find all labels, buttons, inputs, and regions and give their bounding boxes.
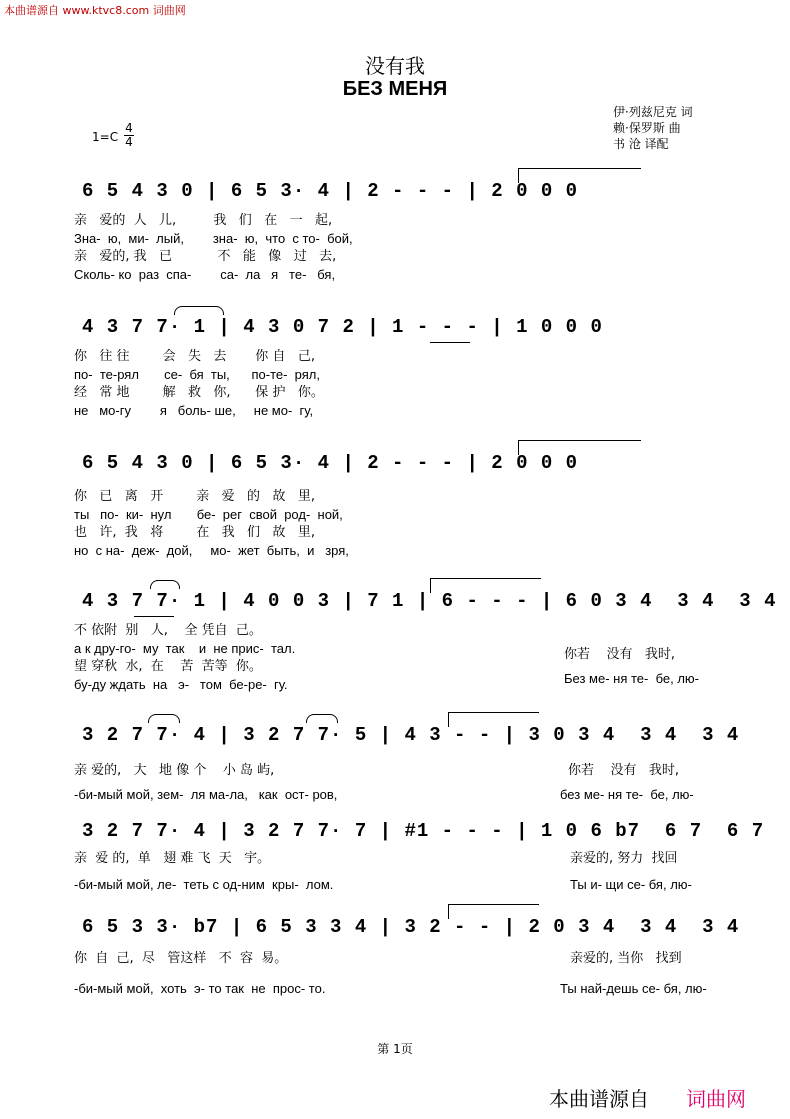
- watermark: 本曲谱源自 www.ktvc8.com 词曲网: [4, 4, 186, 17]
- title-russian: БЕЗ МЕНЯ: [342, 78, 448, 100]
- underline-beam: [134, 616, 174, 617]
- volta-bracket: [430, 578, 541, 593]
- lyric-row-3-verse-1: 你 已 离 开 亲 爱 的 故 里,: [74, 489, 315, 504]
- staff-row-1: [70, 176, 750, 286]
- footer-site-label[interactable]: 词曲网: [686, 1087, 746, 1111]
- time-sig-bottom: 4: [125, 135, 133, 149]
- volta-bracket: [448, 712, 539, 727]
- notation-row-5: 3 2 7 7· 4 | 3 2 7 7· 5 | 4 3 - - | 3 0 3 4 3 4 3 4: [82, 724, 740, 746]
- lyric-row-5-verse-1: 亲 爱的, 大 地 像 个 小 岛 屿,: [74, 763, 275, 778]
- lyric-row-1-verse-3: 亲 爱的, 我 已 不 能 像 过 去,: [74, 249, 337, 264]
- tie-slur: [150, 580, 180, 589]
- page-number: 第 1页: [377, 1042, 413, 1056]
- lyric-row-4-right-cn: 你若 没有 我时,: [564, 647, 676, 662]
- tie-slur: [174, 306, 224, 315]
- lyric-row-5-right-ru: без ме- ня те- бе, лю-: [560, 787, 694, 802]
- lyric-row-7-verse-2: -би-мый мой, хоть э- то так не прос- то.: [74, 981, 326, 996]
- lyric-row-3-verse-2: ты по- ки- нул бе- рег свой род- ной,: [74, 507, 343, 522]
- lyric-row-2-verse-4: не мо-гу я боль- ше, не мо- гу,: [74, 403, 314, 418]
- time-signature: [124, 122, 134, 149]
- tie-slur: [306, 714, 338, 723]
- staff-row-3: [70, 448, 750, 558]
- staff-row-2: [70, 312, 750, 422]
- lyric-row-6-verse-1: 亲 爱 的, 单 翅 难 飞 天 宇。: [74, 851, 271, 866]
- notation-row-3: 6 5 4 3 0 | 6 5 3· 4 | 2 - - - | 2 0 0 0: [82, 452, 579, 474]
- lyric-row-5-right-cn: 你若 没有 我时,: [568, 763, 680, 778]
- lyric-row-7-verse-1: 你 自 己, 尽 管这样 不 容 易。: [74, 951, 288, 966]
- lyric-row-4-verse-1: 不 依附 别 人, 全 凭自 己。: [74, 623, 262, 638]
- key-signature: 1=C: [92, 130, 119, 144]
- lyric-row-3-verse-3: 也 许, 我 将 在 我 们 故 里,: [74, 525, 315, 540]
- lyric-row-3-verse-4: но с на- деж- дой, мо- жет быть, и зря,: [74, 543, 349, 558]
- notation-row-4: 4 3 7 7· 1 | 4 0 0 3 | 7 1 | 6 - - - | 6 0 3 4 3 4 3 4: [82, 590, 777, 612]
- footer-source-label: 本曲谱源自: [549, 1087, 649, 1111]
- lyric-row-1-verse-2: Зна- ю, ми- лый, зна- ю, что с то- бой,: [74, 231, 353, 246]
- time-sig-top: 4: [125, 121, 133, 135]
- lyric-row-2-verse-2: по- те-рял се- бя ты, по-те- рял,: [74, 367, 320, 382]
- lyric-row-6-right-ru: Ты и- щи се- бя, лю-: [570, 877, 692, 892]
- volta-bracket: [518, 440, 641, 455]
- lyric-row-4-right-ru: Без ме- ня те- бе, лю-: [564, 671, 699, 686]
- lyric-row-4-verse-3: 望 穿秋 水, 在 苦 苦等 你。: [74, 659, 262, 674]
- credit-composer: 赖·保罗斯 曲: [613, 121, 681, 135]
- credit-translator: 书 沧 译配: [613, 137, 669, 151]
- lyric-row-7-right-cn: 亲爱的, 当你 找到: [570, 951, 682, 966]
- lyric-row-6-right-cn: 亲爱的, 努力 找回: [570, 851, 678, 866]
- volta-bracket: [448, 904, 539, 919]
- lyric-row-5-verse-2: -би-мый мой, зем- ля ма-ла, как ост- ров,: [74, 787, 338, 802]
- title-chinese: 没有我: [365, 54, 425, 78]
- staff-row-5: [70, 722, 750, 812]
- lyric-row-1-verse-4: Сколь- ко раз спа- са- ла я те- бя,: [74, 267, 336, 282]
- staff-row-4: [70, 588, 777, 700]
- notation-row-7: 6 5 3 3· b7 | 6 5 3 3 4 | 3 2 - - | 2 0 3 4 3 4 3 4: [82, 916, 740, 938]
- lyric-row-2-verse-1: 你 往 往 会 失 去 你 自 己,: [74, 349, 315, 364]
- lyric-row-6-verse-2: -би-мый мой, ле- теть с од-ним кры- лом.: [74, 877, 334, 892]
- underline-beam: [430, 342, 470, 343]
- lyric-row-2-verse-3: 经 常 地 解 救 你, 保 护 你。: [74, 385, 324, 400]
- staff-row-6: [70, 818, 765, 898]
- notation-row-2: 4 3 7 7· 1 | 4 3 0 7 2 | 1 - - - | 1 0 0 0: [82, 316, 603, 338]
- staff-row-7: [70, 914, 750, 1004]
- lyric-row-7-right-ru: Ты най-дешь се- бя, лю-: [560, 981, 707, 996]
- notation-row-6: 3 2 7 7· 4 | 3 2 7 7· 7 | #1 - - - | 1 0 6 b7 6 7 6 7: [82, 820, 765, 842]
- notation-row-1: 6 5 4 3 0 | 6 5 3· 4 | 2 - - - | 2 0 0 0: [82, 180, 579, 202]
- volta-bracket: [518, 168, 641, 183]
- lyric-row-4-verse-4: бу-ду ждать на э- том бе-ре- гу.: [74, 677, 288, 692]
- lyric-row-4-verse-2: а к дру-го- му так и не прис- тал.: [74, 641, 296, 656]
- tie-slur: [148, 714, 180, 723]
- credit-lyricist: 伊·列兹尼克 词: [613, 105, 693, 119]
- lyric-row-1-verse-1: 亲 爱的 人 儿, 我 们 在 一 起,: [74, 213, 333, 228]
